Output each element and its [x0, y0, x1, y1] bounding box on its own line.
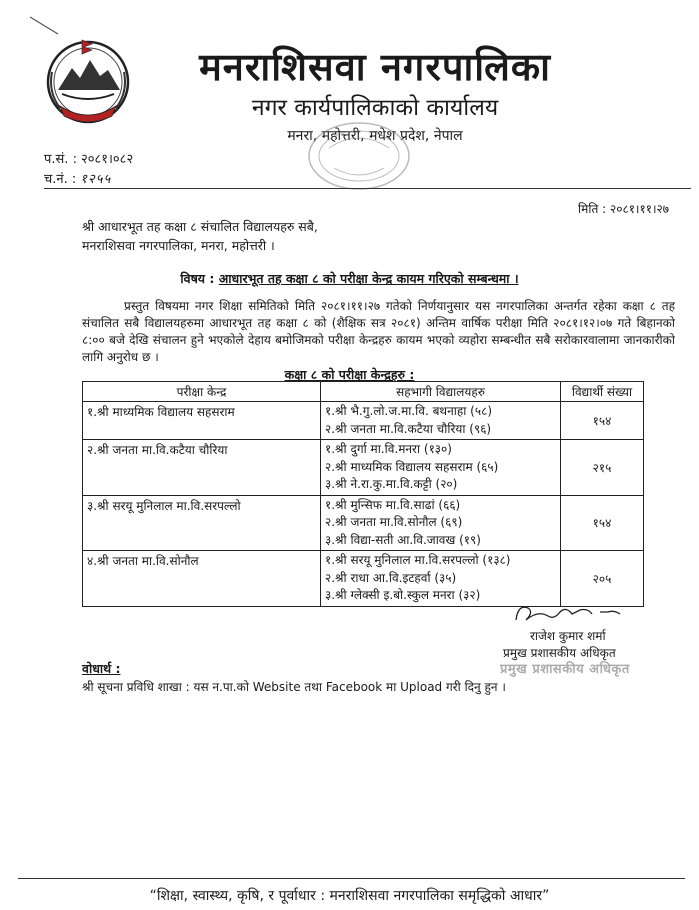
school-item: ३.श्री विद्या-सती आ.वि.जावख (१९) — [325, 532, 481, 547]
signatory-name: राजेश कुमार शर्मा — [530, 629, 606, 643]
cn-label: च.नं. : — [44, 172, 77, 187]
body-paragraph: प्रस्तुत विषयमा नगर शिक्षा समितिको मिति २०८१।११।२७ गतेको निर्णयानुसार यस नगरपालिका अन्तर्गत रहेका कक्षा ८ तह संचालित सबै विद्यालयहरुमा आधारभूत तह कक्षा ८ को (शैक्षिक सत्र २०८१) अन्तिम वार्षिक परीक्षा मिति २०८१।१२।०७ गते बिहानको ८:०० बजे देखि संचालन हुने भएकोले देहाय बमोजिमको परीक्षा केन्द्रहरु कायम भएको व्यहोरा सम्बन्धीत सबै सरोकारवालामा जानकारीको लागि अनुरोध छ । — [82, 299, 675, 364]
schools-cell — [321, 402, 561, 440]
student-count-cell: २१५ — [561, 440, 644, 496]
date-label: मिति : — [578, 202, 607, 216]
signatory-title: प्रमुख प्रशासकीय अधिकृत — [503, 646, 616, 660]
exam-centre-cell: २.श्री जनता मा.वि.कटैया चौरिया — [83, 440, 321, 496]
schools-cell — [321, 440, 561, 496]
municipality-emblem — [42, 32, 134, 130]
school-item: १.श्री दुर्गा मा.वि.मनरा (१३०) — [325, 442, 452, 456]
student-count-cell: १५४ — [561, 495, 644, 551]
exam-centre-cell: १.श्री माध्यमिक विद्यालय सहसराम — [83, 402, 321, 440]
addressee-line-1: श्री आधारभूत तह कक्षा ८ संचालित विद्यालयहरु सबै, — [82, 219, 318, 234]
exam-centre-table — [82, 381, 644, 607]
school-item: १.श्री मुन्सिफ मा.वि.साढां (६६) — [325, 497, 461, 512]
table-title-text: कक्षा ८ को परीक्षा केन्द्रहरु : — [284, 367, 415, 382]
date-line — [578, 200, 669, 217]
subject-label: विषय : — [180, 271, 215, 286]
cn-value: १२५५ — [80, 172, 112, 187]
signature-icon — [508, 598, 628, 628]
footer-divider — [18, 878, 685, 879]
student-count-cell: २०५ — [561, 551, 644, 607]
subject-text: आधारभूत तह कक्षा ८ को परीक्षा केन्द्र कायम गरिएको सम्बन्धमा । — [218, 271, 519, 286]
header-exam-centre: परीक्षा केन्द्र — [83, 382, 321, 402]
office-stamp-icon — [304, 118, 414, 194]
student-count-cell: १५४ — [561, 402, 644, 440]
addressee-line-2: मनराशिसवा नगरपालिका, मनरा, महोत्तरी । — [82, 238, 275, 253]
signatory-stamp: प्रमुख प्रशासकीय अधिकृत — [500, 662, 630, 677]
patra-sankhya — [44, 150, 133, 170]
chalani-number — [44, 170, 133, 190]
schools-cell — [321, 495, 561, 551]
table-row — [83, 440, 644, 496]
table-row — [83, 495, 644, 551]
subject-line — [0, 270, 699, 287]
cc-heading: वोधार्थ : — [82, 661, 121, 676]
office-address: मनरा, महोत्तरी, मधेश प्रदेश, नेपाल — [287, 128, 463, 144]
cc-line: श्री सूचना प्रविधि शाखा : यस न.पा.को Website तथा Facebook मा Upload गरी दिनु हुन । — [82, 680, 506, 694]
date-value: २०८१।११।२७ — [609, 202, 669, 216]
reference-block — [44, 150, 133, 190]
header-divider — [44, 188, 691, 189]
ps-label: प.सं. : — [44, 152, 77, 167]
exam-centre-cell: ३.श्री सरयू मुनिलाल मा.वि.सरपल्लो — [83, 495, 321, 551]
office-name: नगर कार्यपालिकाको कार्यालय — [251, 95, 499, 121]
table-header-row — [83, 382, 644, 402]
school-item: २.श्री जनता मा.वि.कटैया चौरिया (९६) — [325, 421, 492, 436]
addressee-block — [82, 217, 318, 255]
school-item: २.श्री राधा आ.वि.इटहर्वा (३५) — [325, 570, 457, 585]
header-student-count: विद्यार्थी संख्या — [561, 382, 644, 402]
school-item: २.श्री माध्यमिक विद्यालय सहसराम (६५) — [325, 459, 499, 474]
table-row — [83, 402, 644, 440]
footer-motto: “शिक्षा, स्वास्थ्य, कृषि, र पूर्वाधार : मनराशिसवा नगरपालिका समृद्धिको आधार” — [149, 888, 550, 904]
ps-value: २०८१।०८२ — [80, 152, 134, 167]
header-participating-schools: सहभागी विद्यालयहरु — [321, 382, 561, 402]
school-item: १.श्री भै.गु.लो.ज.मा.वि. बथनाहा (५८) — [325, 404, 493, 418]
school-item: ३.श्री ग्लेक्सी इ.बो.स्कुल मनरा (३२) — [325, 588, 481, 602]
school-item: २.श्री जनता मा.वि.सोनौल (६९) — [325, 515, 463, 529]
school-item: १.श्री सरयू मुनिलाल मा.वि.सरपल्लो (१३८) — [325, 553, 511, 567]
organization-name: मनराशिसवा नगरपालिका — [199, 44, 551, 89]
school-item: ३.श्री ने.रा.कु.मा.वि.कट्टी (२०) — [325, 477, 458, 491]
exam-centre-cell: ४.श्री जनता मा.वि.सोनौल — [83, 551, 321, 607]
